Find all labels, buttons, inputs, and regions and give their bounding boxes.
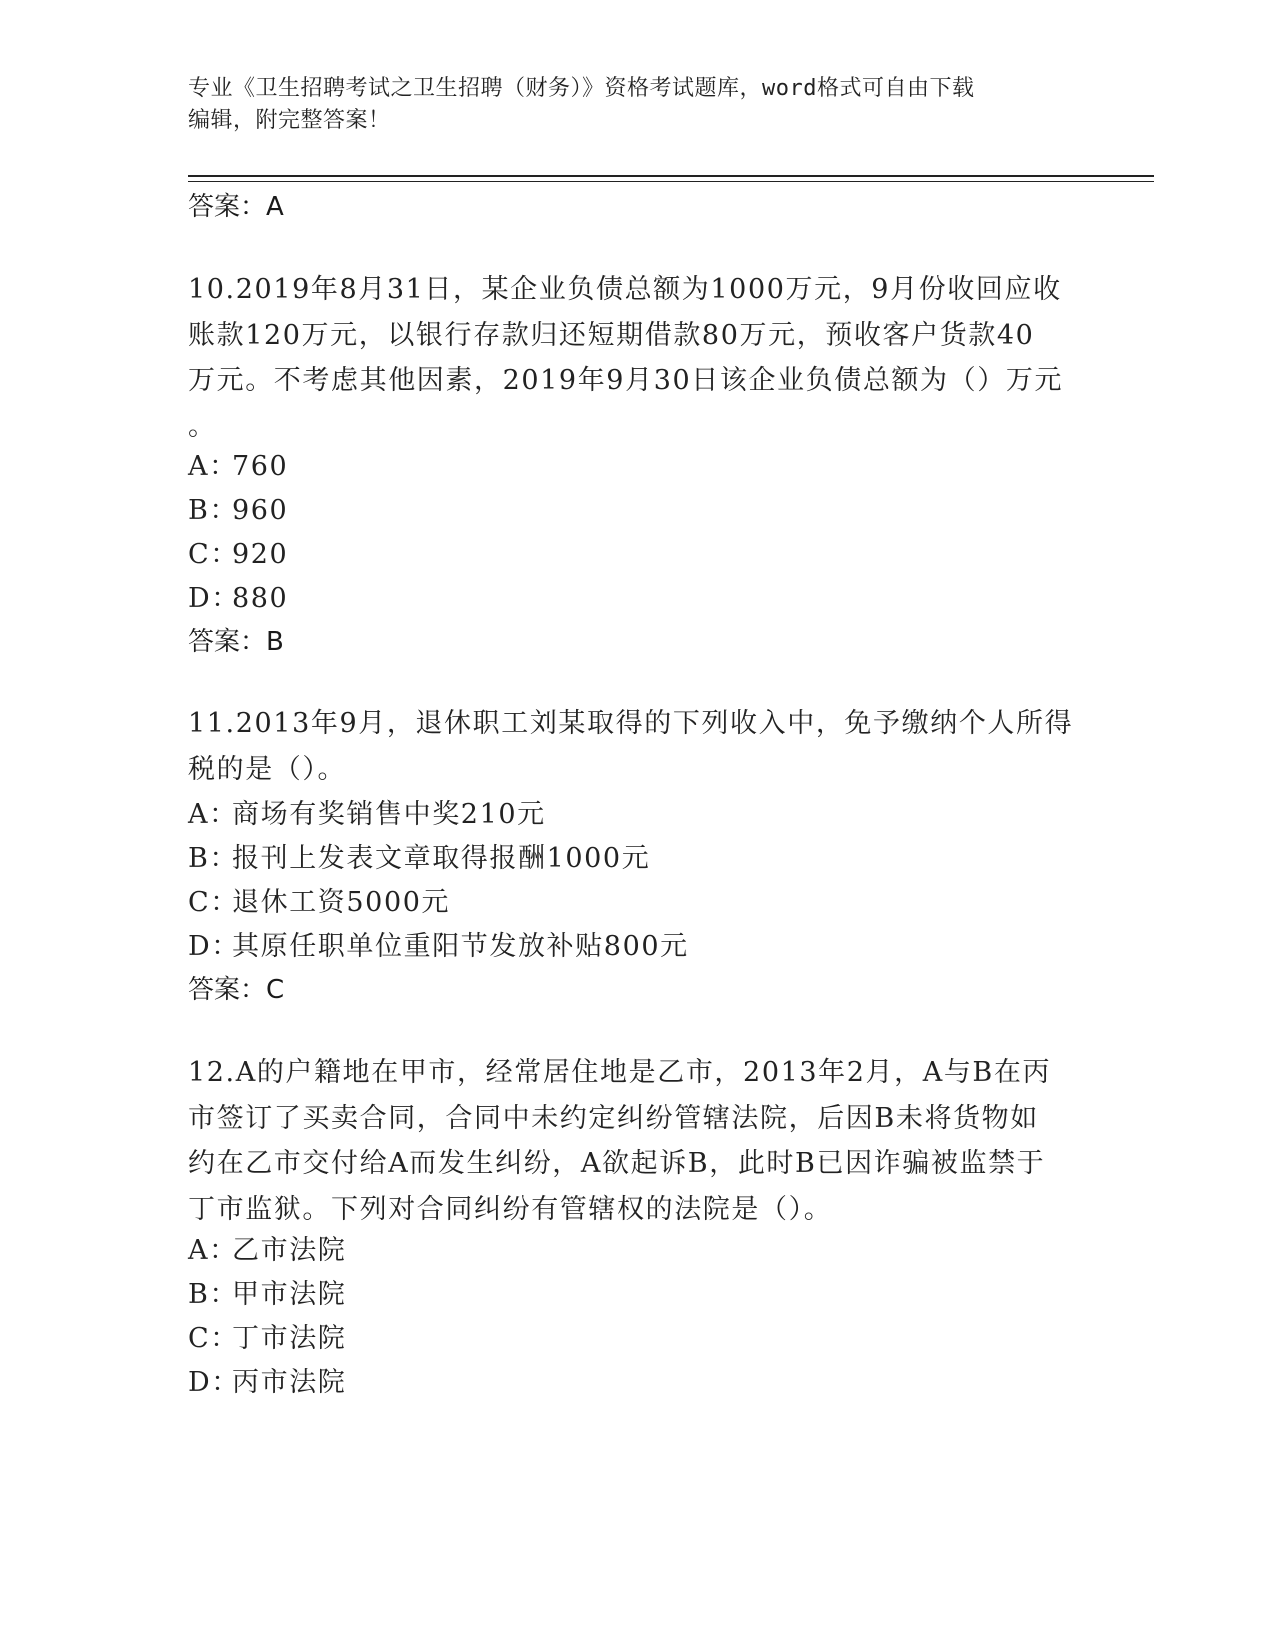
answer-label: 答案：A xyxy=(188,192,284,222)
option-text: 丙市法院 xyxy=(232,1367,347,1398)
option-c xyxy=(188,886,450,920)
option-text: 920 xyxy=(232,539,289,570)
option-text: 商场有奖销售中奖210元 xyxy=(232,799,546,830)
option-text: 退休工资5000元 xyxy=(232,887,451,918)
option-key: D： xyxy=(188,1367,240,1398)
stem-line: 约在乙市交付给A而发生纠纷，A欲起诉B，此时B已因诈骗被监禁于 xyxy=(188,1148,1046,1179)
stem-line: 万元。不考虑其他因素，2019年9月30日该企业负债总额为（）万元 xyxy=(188,365,1064,396)
stem-line: 10.2019年8月31日，某企业负债总额为1000万元，9月份收回应收 xyxy=(188,274,1062,305)
option-d xyxy=(188,582,288,616)
option-text: 其原任职单位重阳节发放补贴800元 xyxy=(232,931,689,962)
option-d xyxy=(188,930,689,964)
header-line: 编辑，附完整答案！ xyxy=(188,108,391,133)
option-text: 丁市法院 xyxy=(232,1323,347,1354)
option-a xyxy=(188,798,546,832)
stem-line: 11.2013年9月，退休职工刘某取得的下列收入中，免予缴纳个人所得 xyxy=(188,708,1074,739)
option-text: 报刊上发表文章取得报酬1000元 xyxy=(232,843,651,874)
option-text: 960 xyxy=(232,495,289,526)
stem-line: 12.A的户籍地在甲市，经常居住地是乙市，2013年2月，A与B在丙 xyxy=(188,1057,1052,1088)
stem-line: 。 xyxy=(188,410,217,442)
option-key: B： xyxy=(188,1279,239,1310)
option-c xyxy=(188,538,288,572)
option-d xyxy=(188,1366,346,1400)
stem-line: 市签订了买卖合同，合同中未约定纠纷管辖法院，后因B未将货物如 xyxy=(188,1102,1039,1134)
question-stem xyxy=(188,267,1088,449)
answer-label: 答案：C xyxy=(188,975,285,1005)
option-c xyxy=(188,1322,346,1356)
header-divider xyxy=(188,175,1154,177)
stem-line: 丁市监狱。下列对合同纠纷有管辖权的法院是（）。 xyxy=(188,1193,833,1225)
option-key: B： xyxy=(188,843,239,874)
option-key: C： xyxy=(188,539,239,570)
option-key: C： xyxy=(188,887,239,918)
option-a xyxy=(188,1234,346,1268)
option-key: A： xyxy=(188,1235,238,1266)
option-text: 760 xyxy=(232,451,289,482)
option-key: B： xyxy=(188,495,239,526)
option-key: D： xyxy=(188,583,240,614)
header-line: 专业《卫生招聘考试之卫生招聘（财务）》资格考试题库，word格式可自由下载 xyxy=(188,76,975,101)
answer-label: 答案：B xyxy=(188,627,284,657)
question-stem xyxy=(188,701,1088,792)
option-a xyxy=(188,450,288,484)
stem-line: 税的是（）。 xyxy=(188,753,347,785)
option-text: 乙市法院 xyxy=(232,1235,347,1266)
option-text: 甲市法院 xyxy=(232,1279,347,1310)
document-header xyxy=(188,73,1068,137)
option-text: 880 xyxy=(232,583,289,614)
option-b xyxy=(188,494,288,528)
stem-line: 账款120万元，以银行存款归还短期借款80万元，预收客户货款40 xyxy=(188,319,1035,351)
question-stem xyxy=(188,1050,1088,1232)
header-divider xyxy=(188,181,1154,182)
option-key: C： xyxy=(188,1323,239,1354)
option-key: A： xyxy=(188,451,238,482)
option-key: A： xyxy=(188,799,238,830)
option-key: D： xyxy=(188,931,240,962)
option-b xyxy=(188,842,650,876)
option-b xyxy=(188,1278,346,1312)
